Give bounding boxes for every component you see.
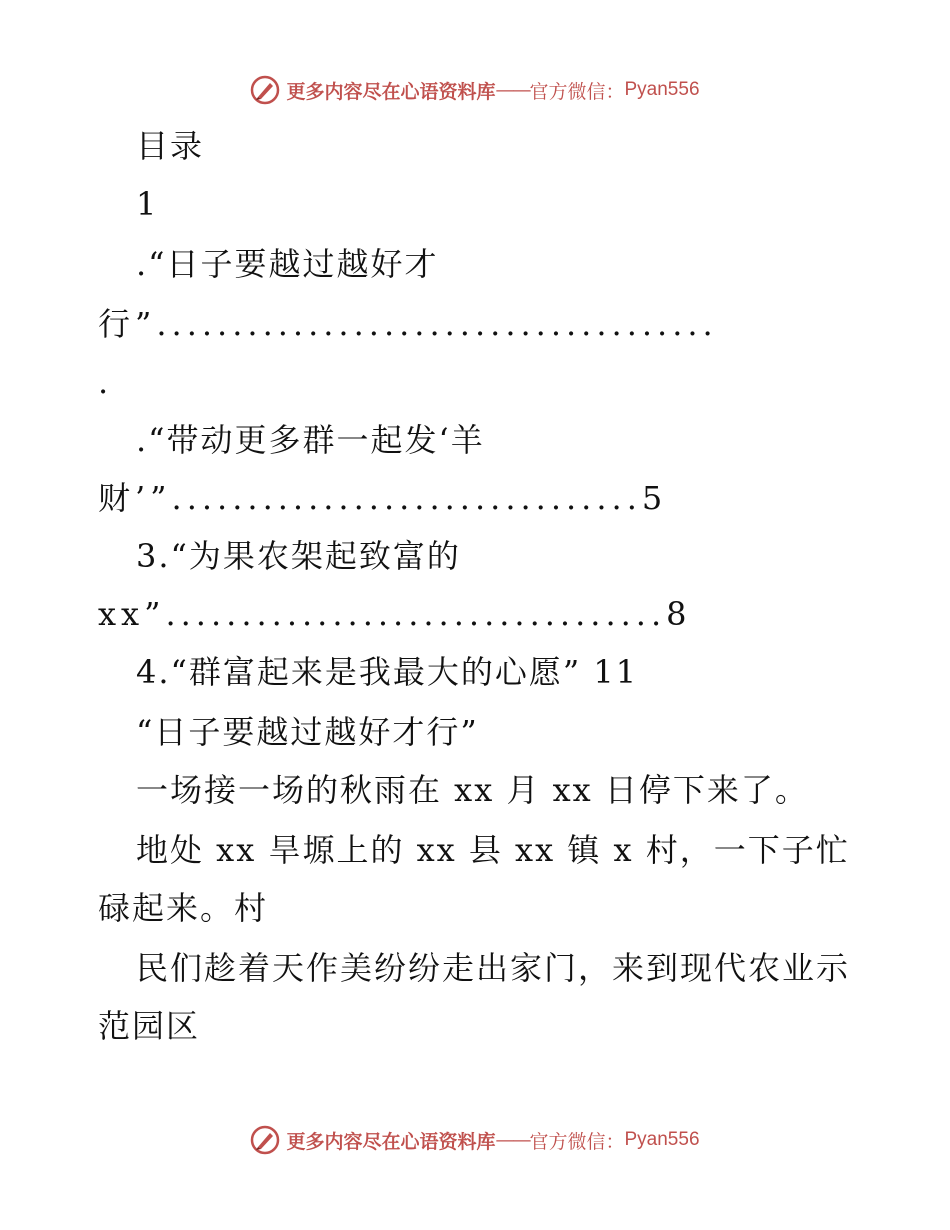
- toc-item-3-line-1: 3.“为果农架起致富的: [136, 537, 461, 575]
- paragraph-1: 一场接一场的秋雨在 xx 月 xx 日停下来了。: [136, 771, 809, 809]
- header-brand: 更多内容尽在心语资料库: [286, 80, 496, 103]
- paragraph-3-line-2: 范园区: [98, 1007, 201, 1045]
- footer-sub: 官方微信：: [529, 1130, 625, 1153]
- header-sub: 官方微信：: [529, 80, 625, 103]
- toc-number-1: 1: [136, 185, 159, 223]
- paragraph-2-line-2: 碌起来。村: [98, 889, 269, 927]
- toc-item-2-line-2: 财’”...............................5: [98, 479, 668, 517]
- toc-item-1-line-1: .“日子要越过越好才: [136, 245, 439, 283]
- paragraph-2-line-1: 地处 xx 旱塬上的 xx 县 xx 镇 x 村，一下子忙: [136, 831, 850, 869]
- footer-brand: 更多内容尽在心语资料库: [286, 1130, 496, 1153]
- toc-title: 目录: [136, 127, 205, 165]
- footer-id: Pyan556: [624, 1129, 700, 1150]
- toc-item-2-line-1: .“带动更多群一起发‘羊: [136, 421, 485, 459]
- section-heading: “日子要越过越好才行”: [136, 713, 479, 751]
- pen-logo-icon: [250, 1125, 280, 1155]
- header-separator: ——: [495, 79, 530, 101]
- footer-separator: ——: [495, 1129, 530, 1151]
- toc-item-4: 4.“群富起来是我最大的心愿” 11: [136, 653, 639, 691]
- header-id: Pyan556: [624, 79, 700, 100]
- toc-item-1-line-3: .: [98, 363, 111, 401]
- toc-item-1-line-2: 行”.....................................: [98, 305, 718, 343]
- toc-item-3-line-2: xx”.................................8: [98, 595, 692, 633]
- paragraph-3-line-1: 民们趁着天作美纷纷走出家门，来到现代农业示: [136, 949, 851, 987]
- footer-watermark: [0, 1120, 950, 1160]
